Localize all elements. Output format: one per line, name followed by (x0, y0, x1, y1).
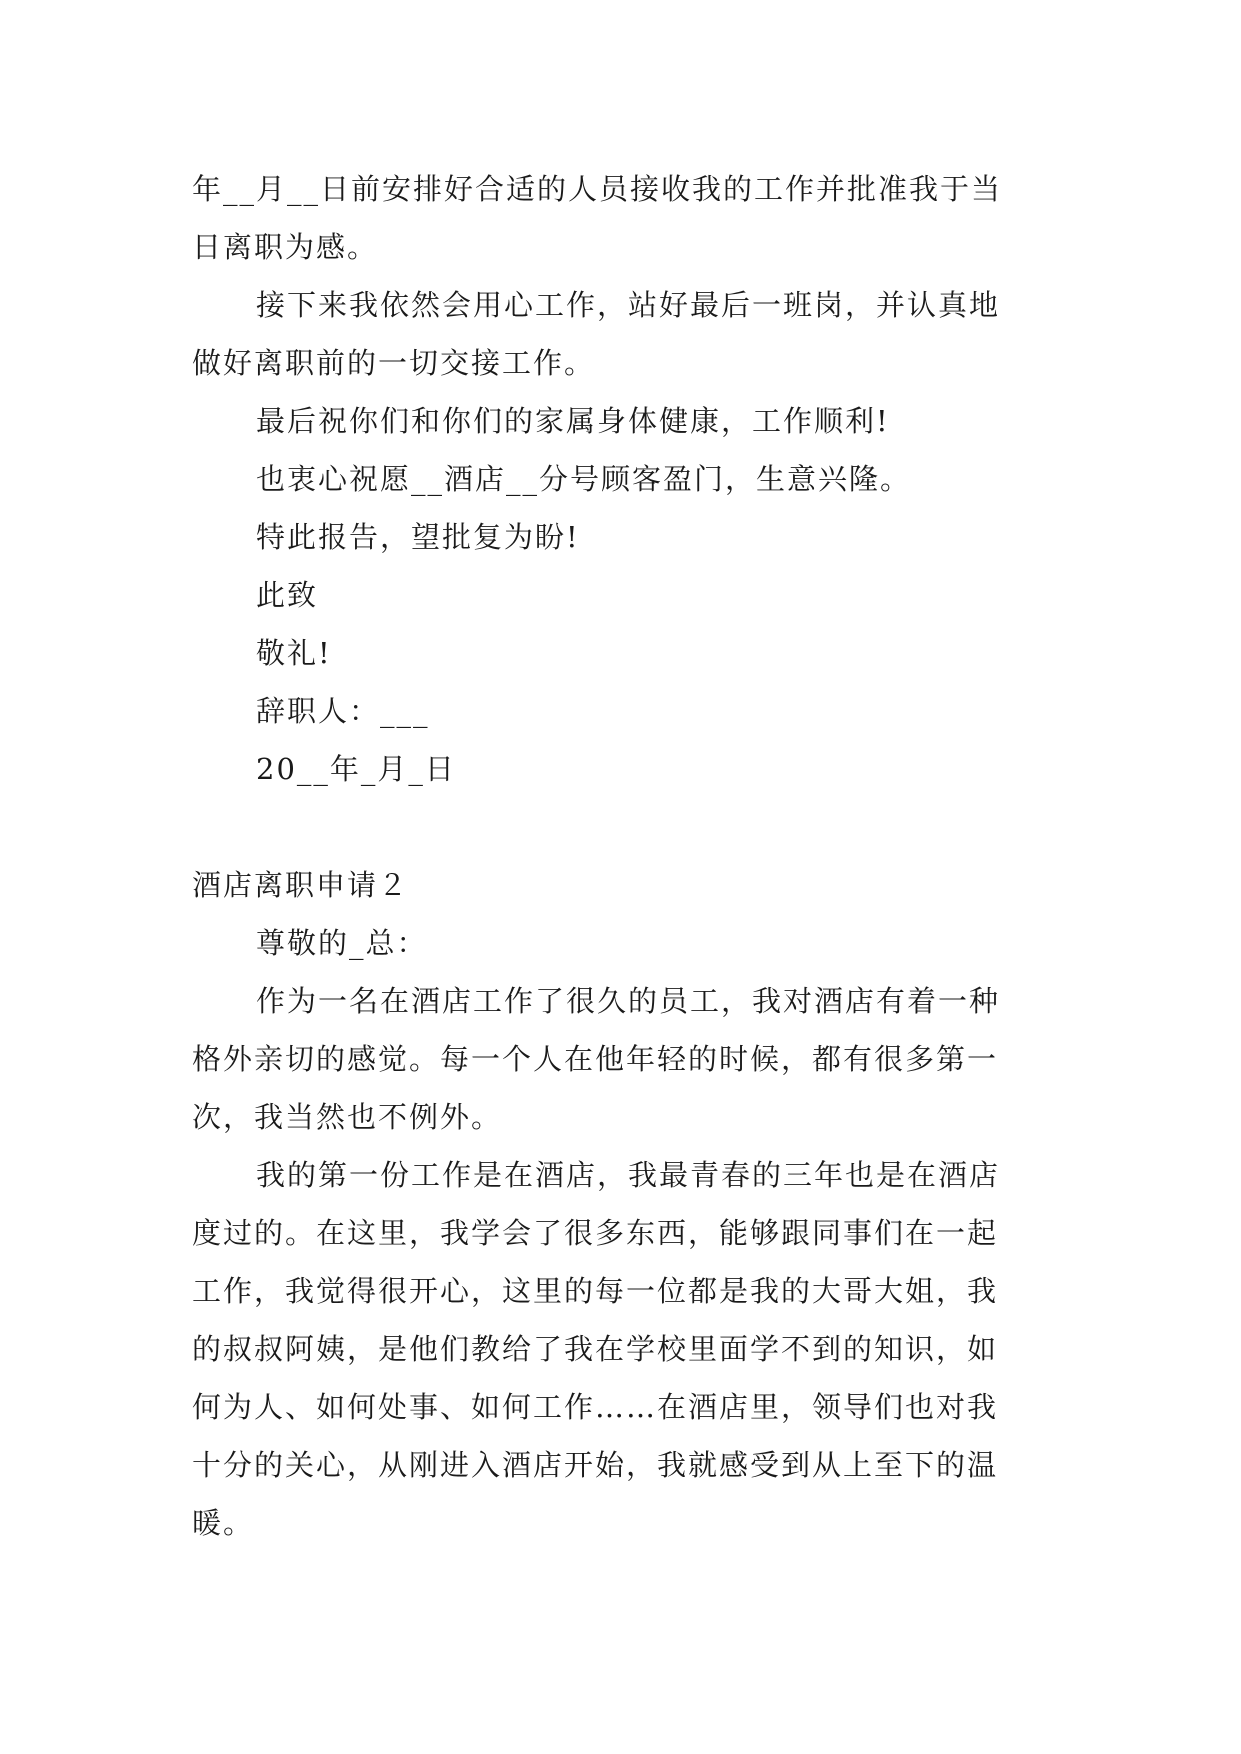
paragraph-line: 十分的关心，从刚进入酒店开始，我就感受到从上至下的温 (192, 1448, 999, 1482)
date-line: 20__年_月_日 (256, 752, 456, 786)
paragraph-line: 的叔叔阿姨，是他们教给了我在学校里面学不到的知识，如 (192, 1332, 999, 1366)
section-gap (192, 798, 1052, 856)
closing-line-1: 此致 (256, 578, 319, 612)
paragraph-line: 度过的。在这里，我学会了很多东西，能够跟同事们在一起 (192, 1216, 999, 1250)
paragraph-line: 暖。 (192, 1506, 255, 1540)
paragraph-line: 做好离职前的一切交接工作。 (192, 346, 596, 380)
paragraph-line: 接下来我依然会用心工作，站好最后一班岗，并认真地 (256, 288, 1001, 322)
wishes-line: 最后祝你们和你们的家属身体健康，工作顺利! (256, 404, 890, 438)
document-body (192, 160, 1052, 1552)
closing-line-2: 敬礼! (256, 636, 332, 670)
salutation-line: 尊敬的_总： (256, 926, 428, 960)
paragraph-line: 我的第一份工作是在酒店，我最青春的三年也是在酒店 (256, 1158, 1001, 1192)
paragraph-line: 工作，我觉得很开心，这里的每一位都是我的大哥大姐，我 (192, 1274, 999, 1308)
paragraph-line: 日离职为感。 (192, 230, 379, 264)
wishes-line-2: 也衷心祝愿__酒店__分号顾客盈门，生意兴隆。 (256, 462, 912, 496)
signer-line: 辞职人：___ (256, 694, 430, 728)
paragraph-line: 次，我当然也不例外。 (192, 1100, 503, 1134)
paragraph-line: 何为人、如何处事、如何工作……在酒店里，领导们也对我 (192, 1390, 999, 1424)
section-title: 酒店离职申请２ (192, 868, 410, 902)
paragraph-line: 年__月__日前安排好合适的人员接收我的工作并批准我于当 (192, 172, 1003, 206)
report-line: 特此报告，望批复为盼! (256, 520, 580, 554)
paragraph-line: 作为一名在酒店工作了很久的员工，我对酒店有着一种 (256, 984, 1001, 1018)
paragraph-line: 格外亲切的感觉。每一个人在他年轻的时候，都有很多第一 (192, 1042, 999, 1076)
